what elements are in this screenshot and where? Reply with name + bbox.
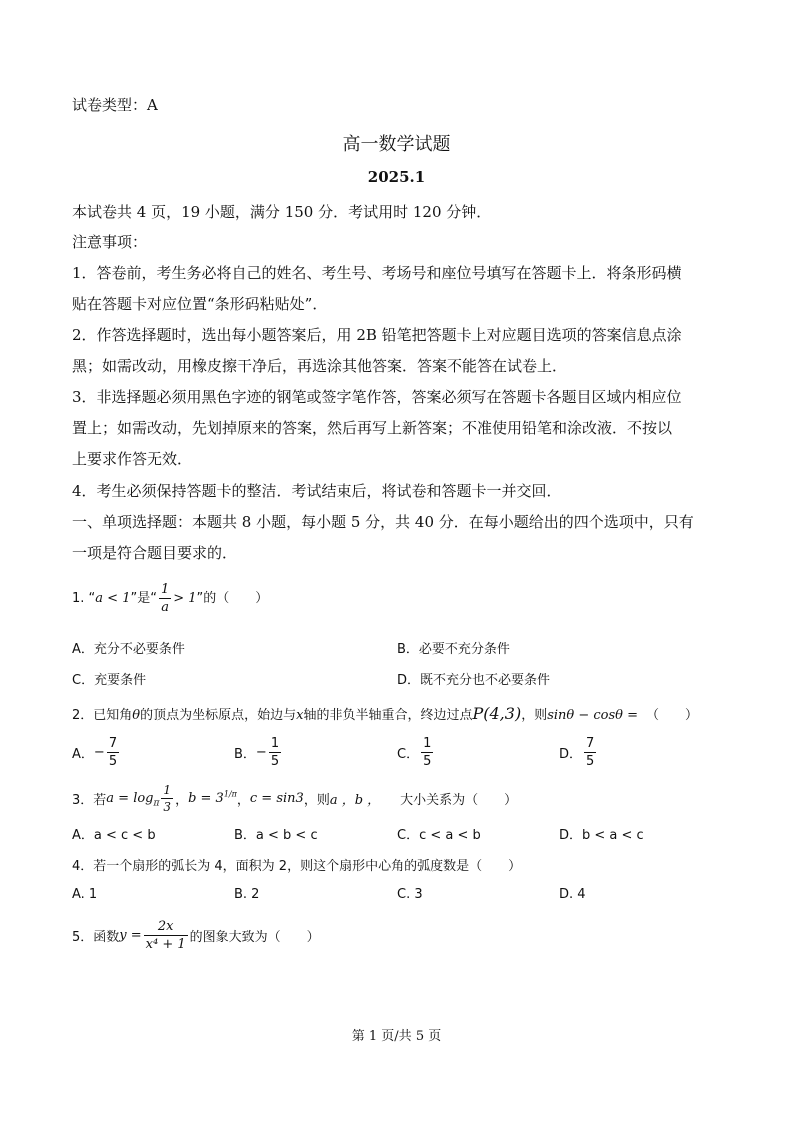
- note-2: 2．作答选择题时，选出每小题答案后，用 2B 铅笔把答题卡上对应题目选项的答案信息点涂: [72, 326, 682, 344]
- question-5-stem: 5．函数y = $\frac{2x}{\text{x⁴ + 1}}$ 的图象大致为（ ）: [72, 919, 320, 952]
- note-1: 1．答卷前，考生务必将自己的姓名、考生号、考场号和座位号填写在答题卡上．将条形码横: [72, 264, 682, 282]
- section-heading-cont: 一项是符合题目要求的．: [72, 544, 238, 562]
- q1-option-a[interactable]: A．充分不必要条件: [72, 642, 185, 657]
- q1-option-d[interactable]: D．既不充分也不必要条件: [397, 673, 551, 688]
- page-footer: 第 1 页/共 5 页: [351, 1029, 442, 1044]
- q2-option-a[interactable]: A．− $\frac{7}{5}$: [72, 736, 118, 769]
- q2-point: P(4,3): [472, 704, 522, 723]
- question-3-stem: 3．若$a = \log_\pi$ $\frac{1}{3}$ ，$b = 3^{1/\pi}$，c = sin3，则a ，b ， 大小关系为（ ）: [72, 783, 518, 814]
- exam-date: 2025.1: [367, 168, 426, 186]
- page-title: 高一数学试题: [342, 134, 451, 155]
- note-3-cont: 置上；如需改动，先划掉原来的答案，然后再写上新答案；不准使用铅笔和涂改液．不按以: [72, 419, 673, 437]
- note-4: 4．考生必须保持答题卡的整洁．考试结束后，将试卷和答题卡一并交回．: [72, 482, 562, 500]
- q2-option-b[interactable]: B．− $\frac{1}{5}$: [234, 736, 280, 769]
- q4-option-a[interactable]: A. 1: [72, 887, 98, 902]
- q4-option-d[interactable]: D. 4: [559, 887, 586, 902]
- question-4-stem: 4．若一个扇形的弧长为 4，面积为 2，则这个扇形中心角的弧度数是（ ）: [72, 859, 522, 874]
- q2-expression: sinθ − cosθ =: [547, 708, 639, 723]
- q1-condition-a: a < 1: [95, 591, 131, 606]
- paper-type: 试卷类型：A: [72, 96, 158, 114]
- q1-option-c[interactable]: C．充要条件: [72, 673, 147, 688]
- q1-option-b[interactable]: B．必要不充分条件: [397, 642, 510, 657]
- note-3-cont2: 上要求作答无效．: [72, 450, 193, 468]
- q3-option-c[interactable]: C．c < a < b: [397, 828, 481, 843]
- q4-option-c[interactable]: C. 3: [397, 887, 423, 902]
- question-2-stem: 2．已知角θ的顶点为坐标原点，始边与x轴的非负半轴重合，终边过点P(4,3)，则sinθ − cosθ = （ ）: [72, 704, 699, 723]
- notes-title: 注意事项：: [72, 233, 148, 251]
- note-1-cont: 贴在答题卡对应位置“条形码粘贴处”．: [72, 295, 328, 313]
- q3-option-b[interactable]: B．a < b < c: [234, 828, 318, 843]
- section-heading: 一、单项选择题：本题共 8 小题，每小题 5 分，共 40 分．在每小题给出的四个选项中，只有: [72, 513, 694, 531]
- q1-fraction: $\frac{1}{a}$: [160, 582, 170, 615]
- q2-option-c[interactable]: C． $\frac{1}{5}$: [397, 736, 432, 769]
- q3-option-d[interactable]: D．b < a < c: [559, 828, 644, 843]
- q3-option-a[interactable]: A．a < c < b: [72, 828, 156, 843]
- q2-option-d[interactable]: D． $\frac{7}{5}$: [559, 736, 595, 769]
- q4-option-b[interactable]: B. 2: [234, 887, 260, 902]
- note-2-cont: 黑；如需改动，用橡皮擦干净后，再选涂其他答案．答案不能答在试卷上．: [72, 357, 568, 375]
- question-1-stem: 1. “a < 1”是“ $\frac{1}{a}$ > 1”的（ ）: [72, 582, 269, 615]
- exam-summary: 本试卷共 4 页，19 小题，满分 150 分．考试用时 120 分钟．: [72, 203, 492, 221]
- note-3: 3．非选择题必须用黑色字迹的钢笔或签字笔作答，答案必须写在答题卡各题目区域内相应位: [72, 388, 682, 406]
